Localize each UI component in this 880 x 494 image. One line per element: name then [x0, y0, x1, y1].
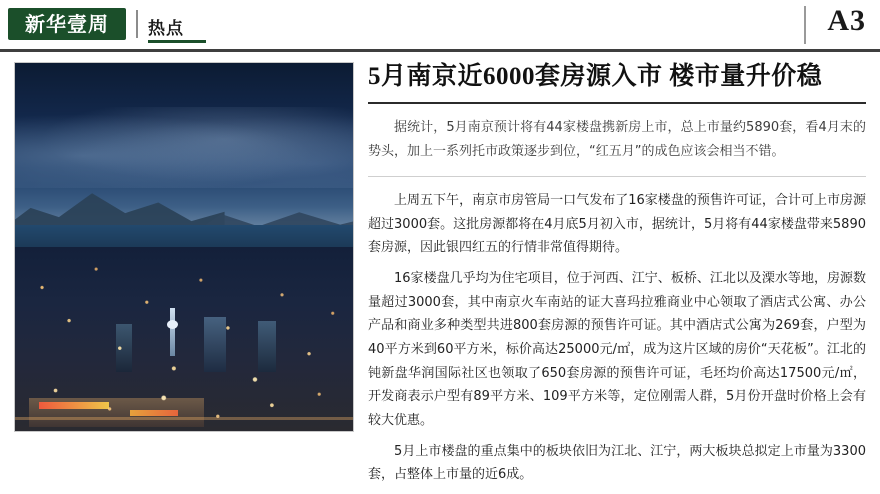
- publication-logo-text: 新华壹周: [25, 12, 109, 36]
- article-paragraph-1: 上周五下午，南京市房管局一口气发布了16家楼盘的预售许可证，合计可上市房源超过3000套。这批房源都将在4月底5月初入市，据统计，5月将有44家楼盘带来5890套房源，因此银四红五的行情非常值得期待。: [368, 193, 866, 256]
- section-underline: [148, 40, 206, 43]
- article-paragraph-3: 5月上市楼盘的重点集中的板块依旧为江北、江宁，两大板块总拟定上市量为3300套，占整体上市量的近6成。: [368, 443, 866, 483]
- masthead: [0, 0, 880, 52]
- article-lede: 据统计，5月南京预计将有44家楼盘携新房上市，总上市量约5890套，看4月末的势头，加上一系列托市政策逐步到位，“红五月”的成色应该会相当不错。: [368, 120, 866, 160]
- page-number: A3: [827, 4, 866, 37]
- nanjing-night-skyline-photo: [14, 62, 354, 432]
- headline-rule: [368, 102, 866, 104]
- masthead-divider: [136, 10, 138, 38]
- photo-clouds: [15, 107, 353, 188]
- publication-logo[interactable]: [8, 8, 126, 40]
- section-label: 热点: [148, 19, 184, 39]
- page-number-divider: [804, 6, 806, 44]
- article-headline: 5月南京近6000套房源入市 楼市量升价稳: [368, 63, 823, 90]
- photo-city-lights: [15, 247, 353, 431]
- article-column: [368, 62, 866, 494]
- article-paragraph-2: 16家楼盘几乎均为住宅项目，位于河西、江宁、板桥、江北以及溧水等地，房源数量超过3000套，其中南京火车南站的证大喜玛拉雅商业中心领取了酒店式公寓、办公产品和商业多种类型共进800套房源的预售许可证。其中酒店式公寓为269套，户型为40平方米到60平方米，标价高达25000元/㎡，成为这片区域的房价“天花板”。江北的钝新盘华润国际社区也领取了650套房源的预售许可证，毛坯均价高达17500元/㎡，开发商表示户型有89平方米、109平方米等，定位刚需人群，5月份开盘时价格上会有较大优惠。: [368, 271, 866, 428]
- lede-rule: [368, 176, 866, 177]
